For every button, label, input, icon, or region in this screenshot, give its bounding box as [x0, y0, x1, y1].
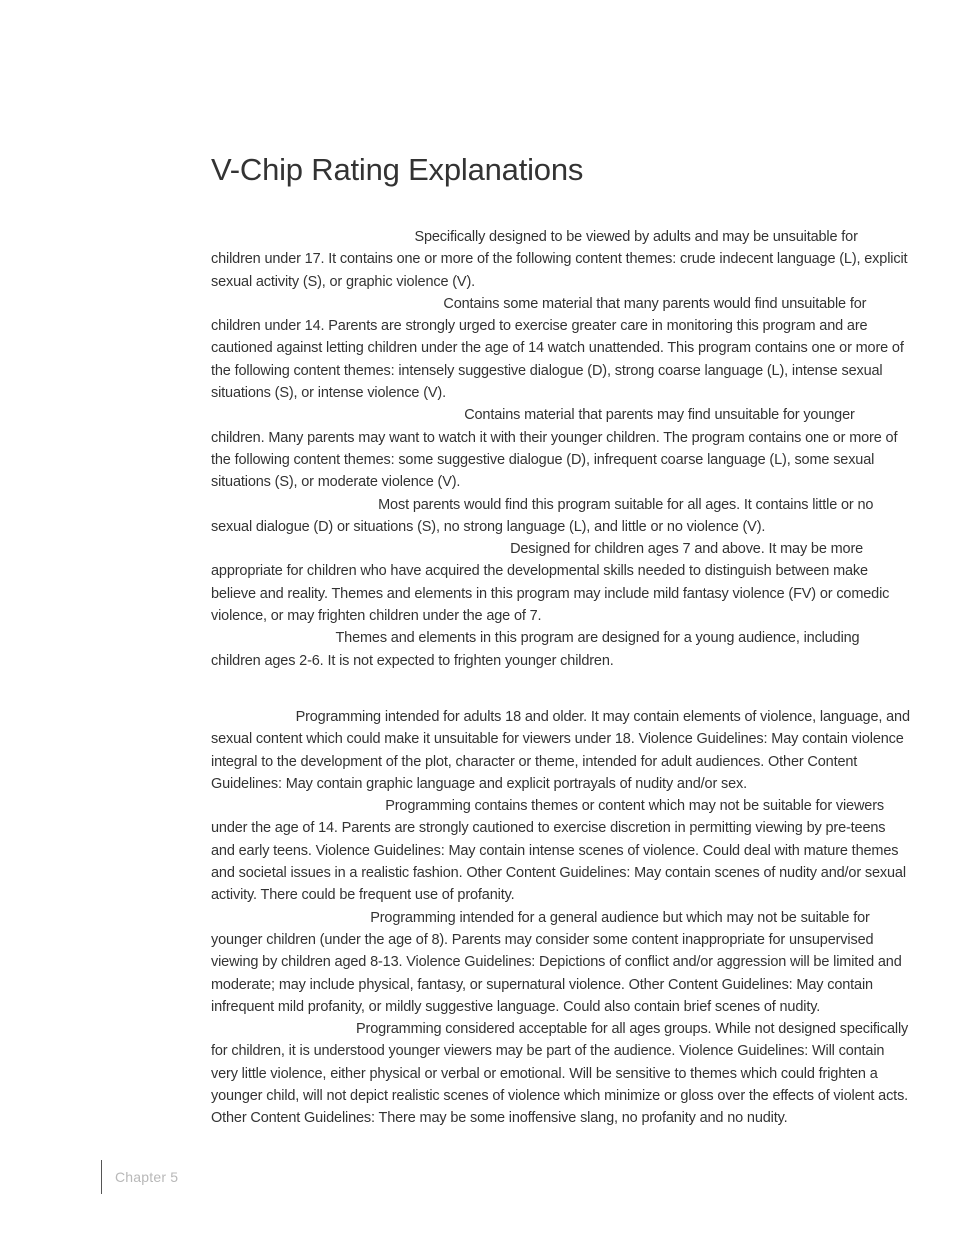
page-footer: [101, 1160, 178, 1194]
rating-label: [211, 497, 374, 513]
rating-entry-tv-pg: [211, 404, 911, 493]
rating-description: Programming intended for adults 18 and older. It may contain elements of violence, language, and sexual content which could make it unsuitable for viewers under 18. Violence Guidelines: May contain violence integral to the development of the plot, character or theme, intended for adult audiences. Other Content Guidelines: May contain graphic language and explicit portrayals of nudity and/or sex.: [211, 708, 910, 792]
rating-description: Designed for children ages 7 and above. It may be more appropriate for children who have acquired the developmental skills needed to distinguish between make believe and reality. Themes and elements in this program may include mild fantasy violence (FV) or comedic violence, or may frighten children under the age of 7.: [211, 541, 890, 625]
rating-label: [211, 910, 366, 926]
section-spacer: [211, 672, 911, 706]
rating-description: Most parents would find this program suitable for all ages. It contains little or no sexual dialogue (D) or situations (S), no strong language (L), and little or no violence (V).: [211, 496, 874, 535]
rating-label: [211, 296, 439, 312]
rating-label: [211, 407, 460, 423]
rating-description: Specifically designed to be viewed by adults and may be unsuitable for children under 17. It contains one or more of the following content themes: crude indecent language (L), explicit sexual activity (S), or graphic violence (V).: [211, 229, 908, 290]
rating-label: [211, 798, 381, 814]
rating-entry-tv-14: [211, 293, 911, 404]
rating-description: Programming contains themes or content which may not be suitable for viewers under the age of 14. Parents are strongly cautioned to exercise discretion in permitting viewing by pre-teens and early teens. Violence Guidelines: May contain intense scenes of violence. Could deal with mature themes and societal issues in a realistic fashion. Other Content Guidelines: May contain scenes of nudity and/or sexual activity. There could be frequent use of profanity.: [211, 798, 906, 904]
rating-description: Programming considered acceptable for all ages groups. While not designed specifically for children, it is understood younger viewers may be part of the audience. Violence Guidelines: Will contain very little violence, either physical or verbal or emotional. Will be sensitive to themes which could frighten a younger child, will not depict realistic scenes of violence which minimize or gloss over the effects of violent acts. Other Content Guidelines: There may be some inoffensive slang, no profanity and no nudity.: [211, 1021, 909, 1127]
rating-label: [211, 1021, 352, 1037]
rating-label: [211, 630, 332, 646]
rating-entry-14-plus: [211, 795, 911, 906]
us-ratings-section: [211, 226, 911, 672]
page-title: V-Chip Rating Explanations: [211, 152, 584, 187]
rating-entry-pg: [211, 907, 911, 1018]
document-body: [211, 226, 911, 1130]
rating-entry-tv-y7: [211, 538, 911, 627]
rating-entry-tv-g: [211, 494, 911, 539]
rating-label: [211, 229, 411, 245]
rating-entry-tv-ma: [211, 226, 911, 293]
chapter-label: Chapter 5: [115, 1169, 179, 1185]
rating-entry-tv-y: [211, 627, 911, 672]
rating-label: [211, 709, 292, 725]
rating-description: Themes and elements in this program are designed for a young audience, including children ages 2-6. It is not expected to frighten younger children.: [211, 630, 860, 669]
rating-entry-18-plus: [211, 706, 911, 795]
rating-description: Contains material that parents may find unsuitable for younger children. Many parents may want to watch it with their younger children. The program contains one or more of the following content themes: some suggestive dialogue (D), infrequent coarse language (L), some sexual situations (S), or moderate violence (V).: [211, 407, 898, 491]
canadian-ratings-section: [211, 706, 911, 1130]
rating-entry-g: [211, 1018, 911, 1129]
rating-description: Programming intended for a general audience but which may not be suitable for younger children (under the age of 8). Parents may consider some content inappropriate for unsupervised viewing by children aged 8-13. Violence Guidelines: Depictions of conflict and/or aggression will be limited and moderate; may include physical, fantasy, or supernatural violence. Other Content Guidelines: May contain infrequent mild profanity, or mildly suggestive language. Could also contain brief scenes of nudity.: [211, 909, 902, 1015]
rating-description: Contains some material that many parents would find unsuitable for children under 14. Parents are strongly urged to exercise greater care in monitoring this program and are cautioned against letting children under the age of 14 watch unattended. This program contains one or more of the following content themes: intensely suggestive dialogue (D), strong coarse language (L), intense sexual situations (S), or intense violence (V).: [211, 295, 904, 402]
rating-label: [211, 541, 506, 557]
